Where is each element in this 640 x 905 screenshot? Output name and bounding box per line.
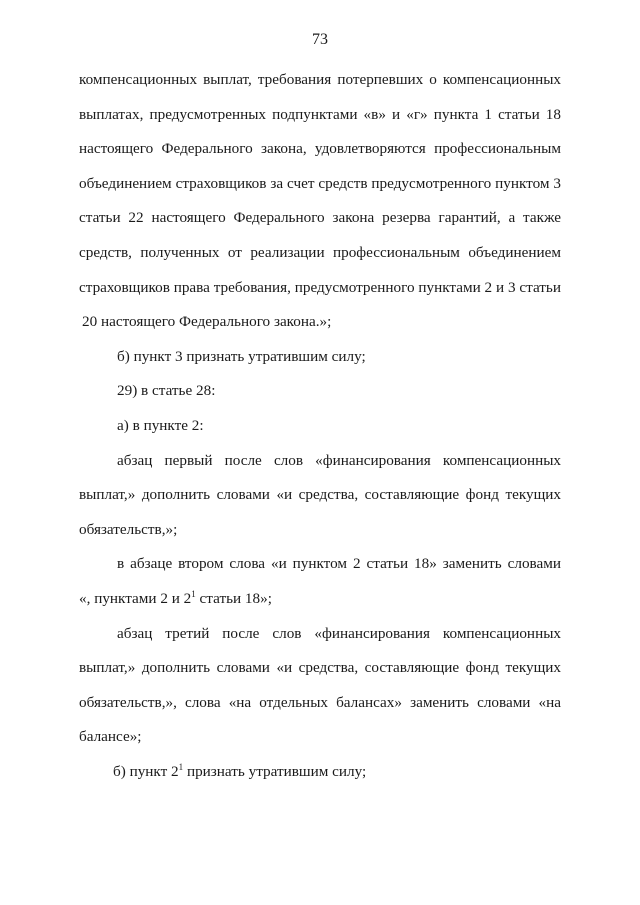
superscript: 1: [191, 588, 196, 599]
document-body: [79, 63, 561, 789]
paragraph-line: а) в пункте 2:: [117, 416, 204, 434]
text-line: статьи 22 настоящего Федерального закона резерва гарантий, а также: [79, 209, 561, 227]
paragraph-line: в абзаце втором слова «и пунктом 2 статьи 18» заменить словами: [117, 555, 561, 573]
text-fragment: «, пунктами 2 и 2: [79, 589, 192, 607]
text-line: балансе»;: [79, 728, 142, 746]
text-line: выплат,» дополнить словами «и средства, составляющие фонд текущих: [79, 659, 561, 677]
text-line: средств, полученных от реализации профессиональным объединением: [79, 243, 561, 261]
text-line: обязательств,», слова «на отдельных балансах» заменить словами «на: [79, 693, 561, 711]
text-line: 20 настоящего Федерального закона.»;: [82, 313, 332, 331]
paragraph-line: б) пункт 3 признать утратившим силу;: [117, 347, 366, 365]
text-line: компенсационных выплат, требования потерпевших о компенсационных: [79, 71, 561, 88]
text-line: выплат,» дополнить словами «и средства, составляющие фонд текущих: [79, 486, 561, 504]
text-fragment: б) пункт 2: [113, 762, 179, 780]
text-line-with-superscript: [79, 755, 561, 790]
text-line: объединением страховщиков за счет средств предусмотренного пунктом 3: [79, 174, 561, 192]
text-line: страховщиков права требования, предусмотренного пунктами 2 и 3 статьи: [79, 278, 561, 296]
text-line: обязательств,»;: [79, 520, 178, 538]
paragraph-line: 29) в статье 28:: [117, 382, 216, 400]
paragraph-line: абзац первый после слов «финансирования компенсационных: [117, 451, 561, 469]
paragraph-line: абзац третий после слов «финансирования компенсационных: [117, 624, 561, 642]
page-number: 73: [312, 31, 328, 48]
text-line: настоящего Федерального закона, удовлетворяются профессиональным: [79, 140, 561, 158]
text-fragment: признать утратившим силу;: [183, 762, 367, 780]
text-line-with-superscript: [79, 582, 561, 617]
text-line: выплатах, предусмотренных подпунктами «в» и «г» пункта 1 статьи 18: [79, 105, 561, 123]
superscript: 1: [178, 761, 184, 772]
text-fragment: статьи 18»;: [195, 589, 272, 607]
